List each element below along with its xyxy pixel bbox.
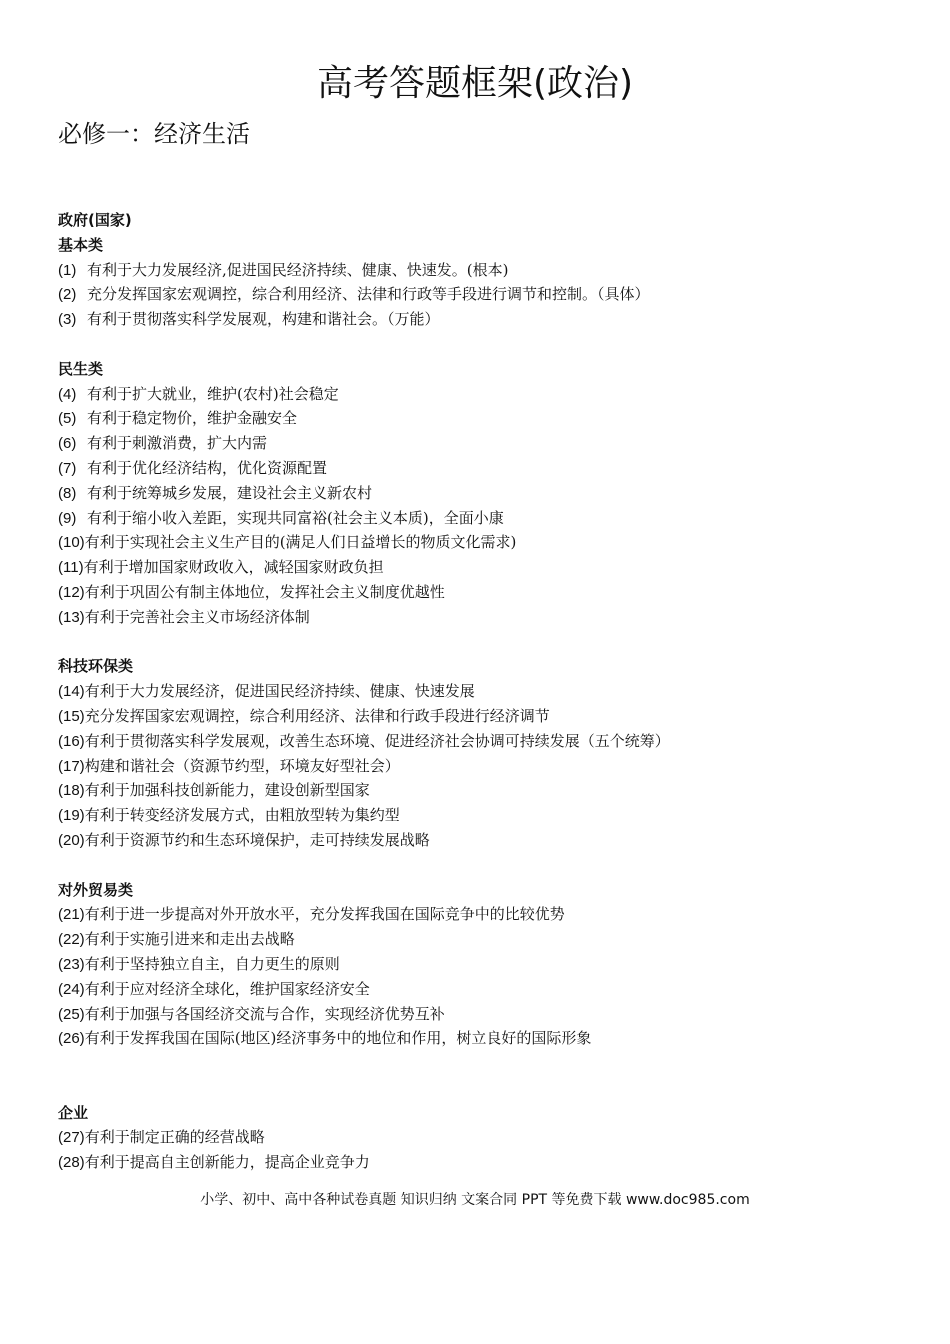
item-text: 有利于坚持独立自主，自力更生的原则 xyxy=(84,954,340,973)
spacer xyxy=(58,853,918,878)
page-subtitle: 必修一：经济生活 xyxy=(58,120,250,148)
page-title: 高考答题框架(政治) xyxy=(316,63,634,104)
item-number: (13) xyxy=(58,608,85,626)
section-heading-gov: 政府(国家) xyxy=(58,211,132,229)
item-text: 有利于统筹城乡发展，建设社会主义新农村 xyxy=(87,483,373,502)
list-enterprise xyxy=(58,1125,918,1175)
item-text: 有利于稳定物价，维护金融安全 xyxy=(87,409,298,428)
list-item xyxy=(58,828,918,853)
section-heading-tech: 科技环保类 xyxy=(58,657,134,676)
item-text: 有利于进一步提高对外开放水平，充分发挥我国在国际竞争中的比较优势 xyxy=(84,905,565,924)
list-item xyxy=(58,778,918,803)
item-text: 有利于应对经济全球化，维护国家经济安全 xyxy=(84,979,370,998)
item-number: (11) xyxy=(58,559,84,577)
list-item xyxy=(58,530,918,555)
item-number: (19) xyxy=(58,807,85,825)
item-text: 有利于提高自主创新能力，提高企业竞争力 xyxy=(84,1153,370,1172)
list-item xyxy=(58,555,918,580)
section-heading-basic: 基本类 xyxy=(58,235,104,254)
item-number: (23) xyxy=(58,955,85,973)
item-number: (20) xyxy=(58,831,85,849)
item-text: 有利于增加国家财政收入，减轻国家财政负担 xyxy=(83,558,384,577)
list-item xyxy=(58,977,918,1002)
list-item xyxy=(58,729,918,754)
section-heading-livelihood: 民生类 xyxy=(58,359,104,378)
item-text: 有利于贯彻落实科学发展观，构建和谐社会。（万能） xyxy=(87,310,440,329)
item-text: 有利于贯彻落实科学发展观，改善生态环境、促进经济社会协调可持续发展（五个统筹） xyxy=(84,731,670,750)
list-item xyxy=(58,1002,918,1027)
item-number: (5) xyxy=(58,410,77,428)
list-item xyxy=(58,679,918,704)
item-text: 有利于大力发展经济，促进国民经济持续、健康、快速发展 xyxy=(84,682,475,701)
item-number: (14) xyxy=(58,683,85,701)
item-text: 有利于制定正确的经营战略 xyxy=(84,1128,265,1147)
list-item xyxy=(58,406,918,431)
list-item xyxy=(58,481,918,506)
item-number: (17) xyxy=(58,757,85,775)
list-item xyxy=(58,605,918,630)
item-text: 有利于优化经济结构，优化资源配置 xyxy=(87,458,328,477)
item-number: (3) xyxy=(58,311,77,329)
item-text: 充分发挥国家宏观调控，综合利用经济、法律和行政手段进行经济调节 xyxy=(84,706,550,725)
list-item xyxy=(58,282,918,307)
item-number: (15) xyxy=(58,707,85,725)
document-body xyxy=(58,208,918,1175)
list-item xyxy=(58,1150,918,1175)
list-item xyxy=(58,456,918,481)
list-item xyxy=(58,307,918,332)
list-item xyxy=(58,506,918,531)
spacer xyxy=(58,1051,918,1101)
item-text: 有利于发挥我国在国际(地区)经济事务中的地位和作用，树立良好的国际形象 xyxy=(84,1029,592,1048)
section-heading-enterprise: 企业 xyxy=(58,1103,89,1122)
item-number: (8) xyxy=(58,484,77,502)
list-item xyxy=(58,1026,918,1051)
item-number: (7) xyxy=(58,459,77,477)
list-tech xyxy=(58,679,918,853)
item-number: (28) xyxy=(58,1154,85,1172)
item-number: (27) xyxy=(58,1129,85,1147)
item-number: (4) xyxy=(58,385,77,403)
list-item xyxy=(58,927,918,952)
list-item xyxy=(58,382,918,407)
list-item xyxy=(58,1125,918,1150)
item-text: 有利于实现社会主义生产目的(满足人们日益增长的物质文化需求) xyxy=(84,533,517,552)
item-number: (2) xyxy=(58,286,77,304)
list-item xyxy=(58,431,918,456)
section-heading-trade: 对外贸易类 xyxy=(58,880,134,899)
item-text: 有利于转变经济发展方式，由粗放型转为集约型 xyxy=(84,806,400,825)
item-text: 有利于扩大就业，维护(农村)社会稳定 xyxy=(87,384,339,403)
item-number: (25) xyxy=(58,1005,85,1023)
item-text: 有利于刺激消费，扩大内需 xyxy=(87,434,268,453)
list-item xyxy=(58,580,918,605)
list-livelihood xyxy=(58,382,918,630)
list-item xyxy=(58,754,918,779)
item-number: (6) xyxy=(58,435,77,453)
item-number: (16) xyxy=(58,732,85,750)
list-trade xyxy=(58,902,918,1051)
item-number: (21) xyxy=(58,906,85,924)
list-basic xyxy=(58,258,918,332)
item-text: 构建和谐社会（资源节约型，环境友好型社会） xyxy=(84,756,400,775)
list-item xyxy=(58,902,918,927)
item-number: (18) xyxy=(58,782,85,800)
item-text: 有利于巩固公有制主体地位，发挥社会主义制度优越性 xyxy=(84,582,445,601)
item-text: 有利于大力发展经济,促进国民经济持续、健康、快速发。(根本) xyxy=(87,260,509,279)
item-text: 有利于资源节约和生态环境保护，走可持续发展战略 xyxy=(84,830,430,849)
item-text: 有利于缩小收入差距，实现共同富裕(社会主义本质)，全面小康 xyxy=(87,508,504,527)
list-item xyxy=(58,803,918,828)
list-item xyxy=(58,258,918,283)
item-number: (22) xyxy=(58,931,85,949)
item-text: 有利于实施引进来和走出去战略 xyxy=(84,930,295,949)
item-number: (9) xyxy=(58,509,77,527)
page-footer: 小学、初中、高中各种试卷真题 知识归纳 文案合同 PPT 等免费下载 www.doc985.com xyxy=(200,1192,750,1208)
item-number: (1) xyxy=(58,261,77,279)
list-item xyxy=(58,704,918,729)
item-number: (24) xyxy=(58,980,85,998)
item-number: (12) xyxy=(58,583,85,601)
item-number: (10) xyxy=(58,534,85,552)
item-text: 充分发挥国家宏观调控，综合利用经济、法律和行政等手段进行调节和控制。（具体） xyxy=(87,285,650,304)
list-item xyxy=(58,952,918,977)
item-text: 有利于加强与各国经济交流与合作，实现经济优势互补 xyxy=(84,1004,445,1023)
item-text: 有利于加强科技创新能力，建设创新型国家 xyxy=(84,781,370,800)
spacer xyxy=(58,630,918,655)
spacer xyxy=(58,332,918,357)
item-text: 有利于完善社会主义市场经济体制 xyxy=(84,607,310,626)
item-number: (26) xyxy=(58,1030,85,1048)
